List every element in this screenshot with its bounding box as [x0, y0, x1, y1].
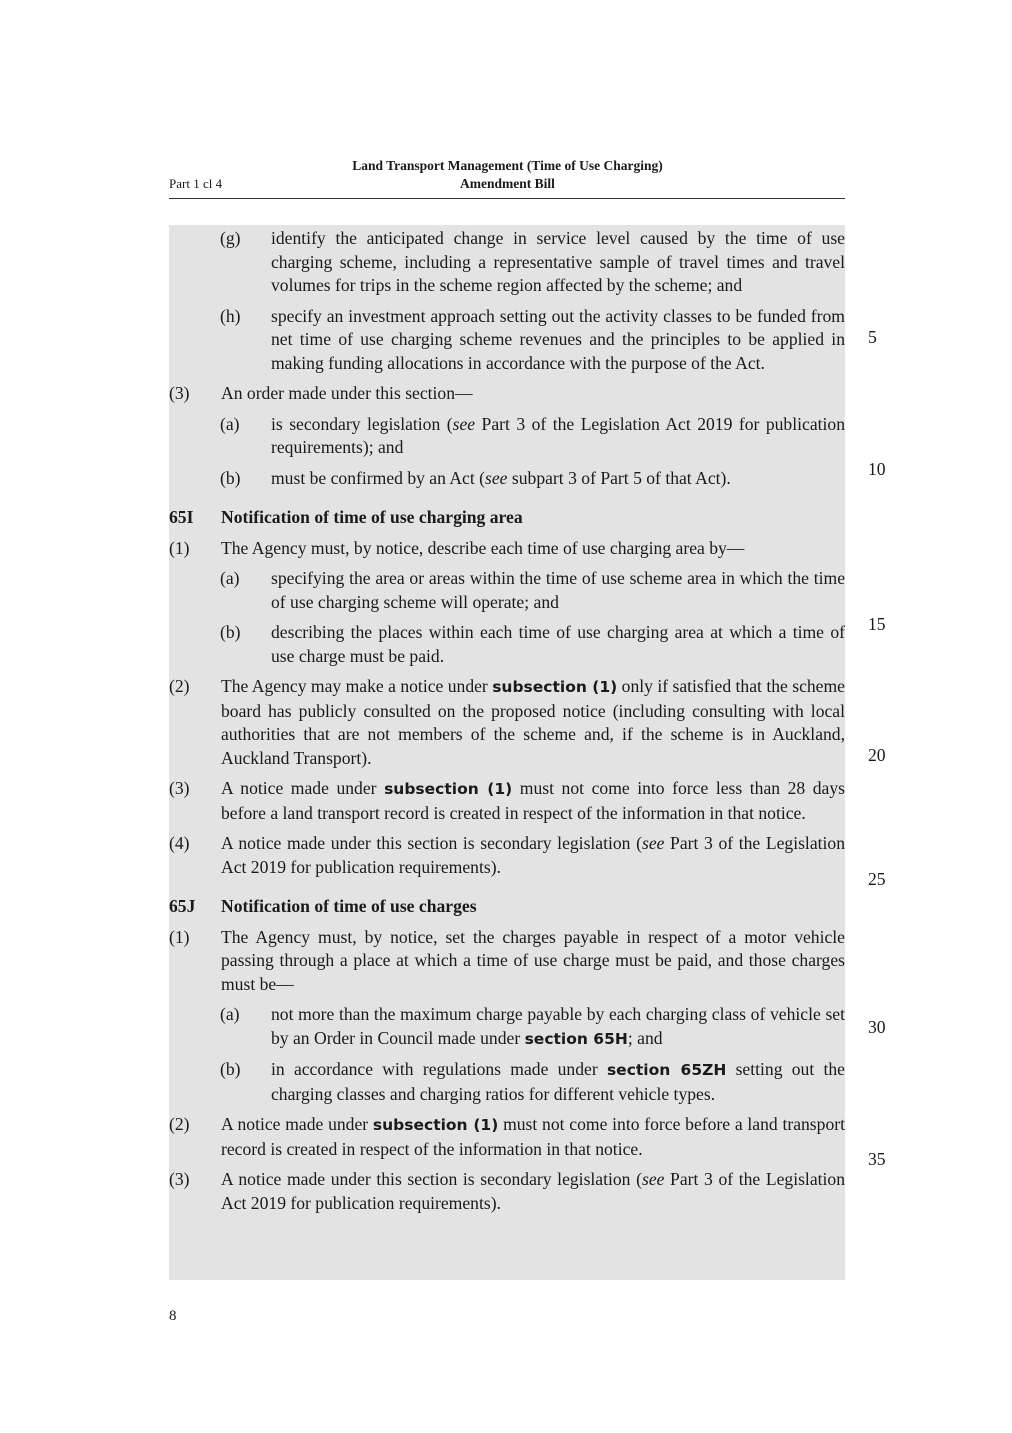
line-number: 20	[868, 745, 886, 765]
section-heading-65j	[169, 895, 845, 919]
section-number: 65I	[169, 507, 194, 527]
item-text: setting out the charging classes and charging ratios for different vehicle types.	[271, 1059, 845, 1104]
item-3b	[169, 467, 845, 491]
item-label: (h)	[220, 305, 241, 326]
cross-reference: subsection (1)	[372, 1116, 499, 1134]
bill-title-line-1: Land Transport Management (Time of Use Charging)	[352, 158, 663, 173]
subsection-text: A notice made under	[221, 1114, 373, 1134]
cross-reference: subsection (1)	[492, 678, 618, 696]
bill-title-line-2: Amendment Bill	[460, 176, 555, 191]
subsection-2	[169, 675, 845, 770]
see-italic: see	[641, 833, 665, 853]
item-text: identify the anticipated change in service level caused by the time of use charging scheme, including a representative sample of travel times and travel volumes for trips in the scheme region affected by the scheme; and	[271, 228, 845, 295]
subsection-1	[169, 926, 845, 997]
item-text: subpart 3 of Part 5 of that Act).	[507, 467, 731, 488]
bill-title	[280, 157, 735, 193]
item-text: ; and	[627, 1027, 663, 1048]
item-label: (a)	[220, 568, 240, 588]
header-rule	[169, 198, 845, 199]
cross-reference: section 65H	[524, 1029, 628, 1048]
item-text: specify an investment approach setting out the activity classes to be funded from net time of use charging scheme revenues and the principles to be applied in making funding allocations in accordance with the purpose of the Act.	[271, 305, 845, 373]
item-g	[169, 227, 845, 298]
subsection-number: (3)	[169, 1169, 190, 1189]
cross-reference: section 65ZH	[606, 1061, 727, 1079]
cross-reference: subsection (1)	[384, 780, 513, 798]
page-number: 8	[169, 1308, 177, 1324]
subsection-number: (2)	[169, 676, 190, 696]
subsection-number: (2)	[169, 1114, 190, 1134]
section-heading-65i	[169, 506, 845, 530]
subsection-text: A notice made under this section is secondary legislation (	[221, 833, 642, 853]
item-text: must be confirmed by an Act (	[271, 467, 486, 488]
subsection-text: A notice made under	[221, 778, 385, 798]
subsection-number: (3)	[169, 778, 190, 798]
item-label: (a)	[220, 1004, 240, 1024]
line-number: 25	[868, 869, 886, 889]
item-1a	[169, 1003, 845, 1051]
subsection-text: Part 3 of the Legislation Act 2019 for publication requirements).	[221, 833, 845, 877]
subsection-text: An order made under this section—	[221, 383, 473, 403]
section-title: Notification of time of use charges	[221, 896, 477, 916]
subsection-2	[169, 1113, 845, 1161]
subsection-3	[169, 382, 845, 406]
subsection-number: (1)	[169, 926, 190, 947]
subsection-number: (3)	[169, 383, 190, 403]
part-reference: Part 1 cl 4	[169, 176, 223, 191]
subsection-number: (1)	[169, 537, 190, 558]
item-3a	[169, 413, 845, 460]
item-label: (b)	[220, 467, 241, 488]
section-title: Notification of time of use charging area	[221, 507, 523, 527]
subsection-text: The Agency must, by notice, describe each time of use charging area by—	[221, 537, 745, 558]
section-number: 65J	[169, 896, 196, 916]
line-number: 10	[868, 459, 886, 479]
see-italic: see	[485, 467, 508, 488]
item-1b	[169, 1058, 845, 1106]
line-number: 5	[868, 327, 877, 347]
item-text: is secondary legislation (	[271, 413, 453, 434]
document-body	[169, 227, 845, 1215]
item-1b	[169, 621, 845, 668]
line-number: 35	[868, 1149, 886, 1169]
subsection-4	[169, 832, 845, 879]
subsection-text: The Agency may make a notice under	[221, 676, 493, 696]
item-text: in accordance with regulations made under	[271, 1059, 607, 1079]
subsection-text: The Agency must, by notice, set the charges payable in respect of a motor vehicle passing through a place at which a time of use charge must be paid, and those charges must be—	[221, 926, 845, 994]
item-label: (b)	[220, 622, 241, 642]
subsection-text: only if satisfied that the scheme board has publicly consulted on the proposed notice (including consulting with local authorities that are not members of the scheme and, if the scheme is in Auckland, Auckland Transport).	[221, 676, 845, 768]
item-1a	[169, 567, 845, 614]
line-number: 30	[868, 1017, 886, 1037]
see-italic: see	[452, 413, 476, 434]
item-label: (g)	[220, 228, 241, 248]
item-label: (a)	[220, 413, 240, 434]
subsection-1	[169, 537, 845, 561]
subsection-text: must not come into force less than 28 days before a land transport record is created in respect of the information in that notice.	[221, 778, 845, 823]
subsection-3	[169, 777, 845, 825]
subsection-text: A notice made under this section is secondary legislation (	[221, 1169, 642, 1189]
item-text: specifying the area or areas within the time of use scheme area in which the time of use charging scheme will operate; and	[271, 568, 845, 612]
subsection-text: Part 3 of the Legislation Act 2019 for publication requirements).	[221, 1169, 845, 1213]
item-h	[169, 305, 845, 376]
item-label: (b)	[220, 1059, 241, 1079]
item-text: describing the places within each time of use charging area at which a time of use charge must be paid.	[271, 622, 845, 666]
subsection-3	[169, 1168, 845, 1215]
item-text: Part 3 of the Legislation Act 2019 for publication requirements); and	[271, 413, 845, 457]
subsection-number: (4)	[169, 833, 190, 853]
item-text: not more than the maximum charge payable by each charging class of vehicle set by an Order in Council made under	[271, 1004, 845, 1048]
subsection-text: must not come into force before a land transport record is created in respect of the information in that notice.	[221, 1114, 845, 1159]
see-italic: see	[641, 1169, 665, 1189]
line-number: 15	[868, 614, 886, 634]
